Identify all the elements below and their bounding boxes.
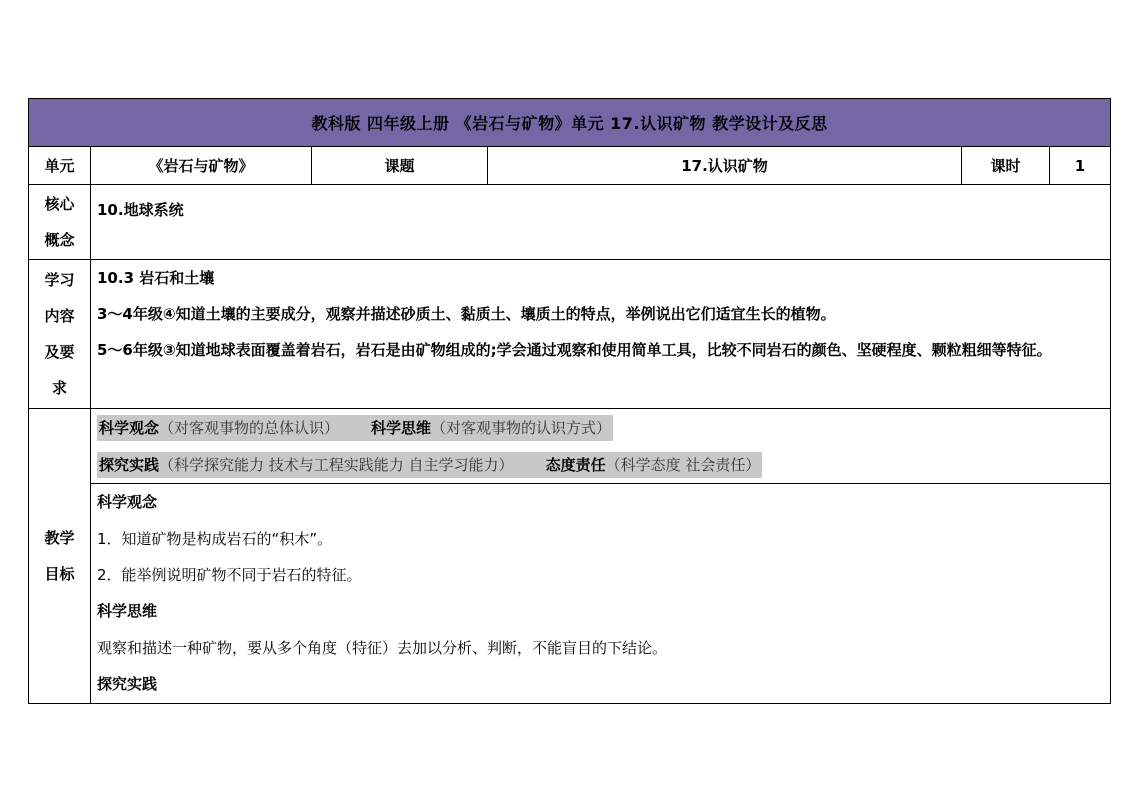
goal-item-1: 1．知道矿物是构成岩石的“积木”。	[97, 530, 333, 548]
unit-label: 单元	[29, 147, 91, 185]
header-row	[29, 147, 1111, 185]
period-label: 课时	[962, 147, 1050, 185]
period-value: 1	[1050, 147, 1111, 185]
goal-item-2: 2．能举例说明矿物不同于岩石的特征。	[97, 566, 362, 584]
goal-heading-thinking: 科学思维	[97, 602, 158, 620]
tag-scientific-thinking: 科学思维（对客观事物的认识方式）	[341, 415, 613, 441]
learning-line-2: 3～4年级④知道土壤的主要成分，观察并描述砂质土、黏质土、壤质土的特点，举例说出它们适宜生长的植物。	[97, 305, 836, 323]
tag-row-2	[97, 446, 1104, 483]
learning-content-row	[29, 260, 1111, 409]
teaching-goals-body	[91, 484, 1111, 704]
learning-line-1: 10.3 岩石和土壤	[97, 269, 215, 287]
document-title: 教科版 四年级上册 《岩石与矿物》单元 17.认识矿物 教学设计及反思	[29, 99, 1111, 147]
goal-item-3: 观察和描述一种矿物，要从多个角度（特征）去加以分析、判断，不能盲目的下结论。	[97, 639, 668, 657]
lesson-plan-sheet	[28, 98, 1110, 704]
learning-content-label: 学习 内容 及要 求	[29, 260, 91, 409]
literacy-tags	[91, 409, 1111, 484]
core-concept-text: 10.地球系统	[97, 201, 184, 219]
tag-inquiry-practice: 探究实践（科学探究能力 技术与工程实践能力 自主学习能力）	[97, 452, 516, 478]
core-concept-label: 核心 概念	[29, 185, 91, 260]
unit-value: 《岩石与矿物》	[91, 147, 312, 185]
learning-content-body	[91, 260, 1111, 409]
learning-line-3: 5～6年级③知道地球表面覆盖着岩石，岩石是由矿物组成的;学会通过观察和使用简单工具，比较不同岩石的颜色、坚硬程度、颗粒粗细等特征。	[97, 341, 1052, 359]
tag-row-1	[97, 409, 1104, 446]
tag-attitude-responsibility: 态度责任（科学态度 社会责任）	[516, 452, 763, 478]
lesson-plan-table	[28, 98, 1111, 704]
tag-scientific-concept: 科学观念（对客观事物的总体认识）	[97, 415, 341, 441]
goal-heading-concept: 科学观念	[97, 493, 158, 511]
teaching-goals-label: 教学 目标	[29, 409, 91, 704]
teaching-goals-row	[29, 484, 1111, 704]
core-concept-content	[91, 185, 1111, 260]
tags-row	[29, 409, 1111, 484]
topic-label: 课题	[312, 147, 488, 185]
core-concept-row	[29, 185, 1111, 260]
goal-heading-practice: 探究实践	[97, 675, 158, 693]
topic-value: 17.认识矿物	[488, 147, 962, 185]
